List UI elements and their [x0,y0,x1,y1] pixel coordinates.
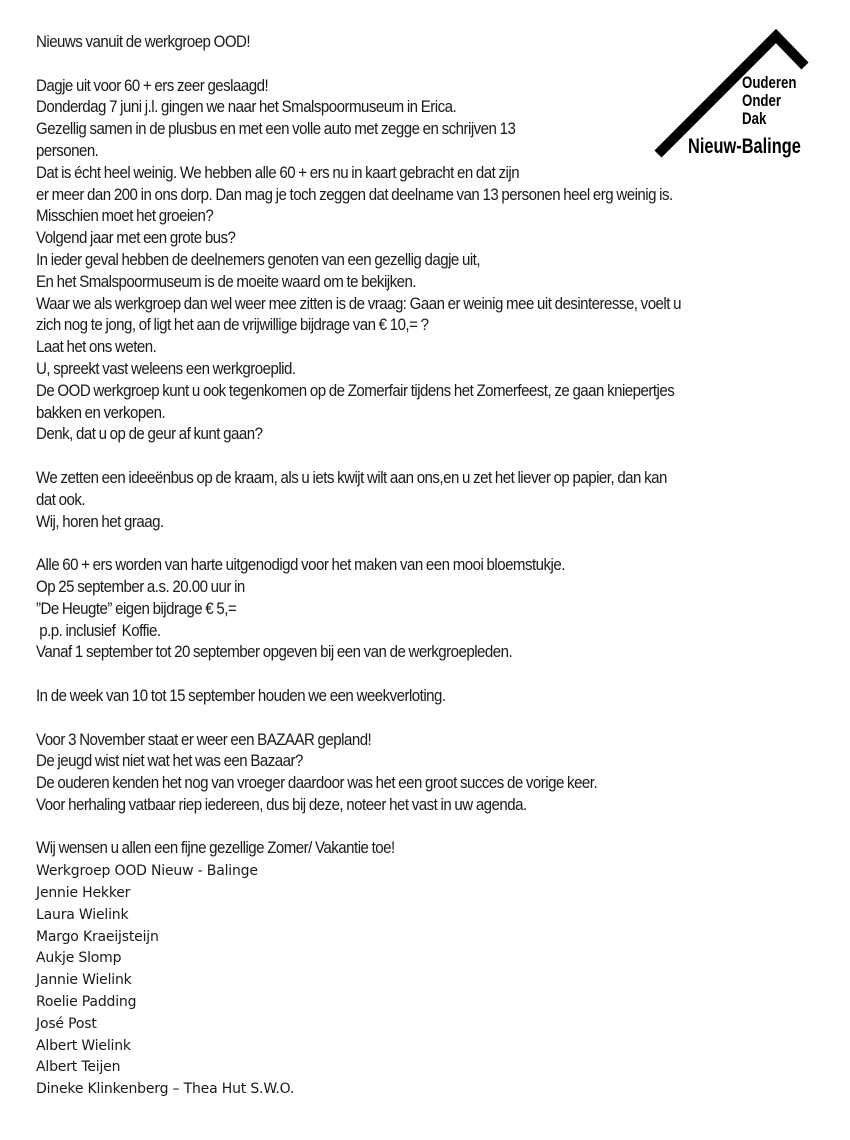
signature-block [36,860,826,1100]
text-line: We zetten een ideeënbus op de kraam, als u iets kwijt wilt aan ons,en u zet het liever op papier, dan kan [36,468,667,487]
paragraph-spacer [36,533,826,555]
text-line: p.p. inclusief Koffie. [36,621,161,640]
text-line: In de week van 10 tot 15 september houden we een weekverloting. [36,686,446,705]
paragraph-spacer [36,708,826,730]
member-name: Laura Wielink [36,905,129,923]
member-name: Jannie Wielink [36,971,132,989]
text-line: Misschien moet het groeien? [36,207,214,226]
text-line: Donderdag 7 juni j.l. gingen we naar het Smalspoormuseum in Erica. [36,98,457,117]
text-line: Volgend jaar met een grote bus? [36,229,236,248]
member-name: Aukje Slomp [36,949,122,967]
logo-line-ouderen: Ouderen [742,73,797,92]
text-line: Alle 60 + ers worden van harte uitgenodigd voor het maken van een mooi bloemstukje. [36,556,565,575]
signature-group-name: Werkgroep OOD Nieuw - Balinge [36,862,258,880]
member-name: Albert Wielink [36,1036,131,1054]
paragraph-spacer [36,54,826,76]
text-line: En het Smalspoormuseum is de moeite waard om te bekijken. [36,272,417,291]
member-name: Albert Teijen [36,1058,121,1076]
text-line: dat ook. [36,490,86,509]
paragraph-spacer [36,817,826,839]
text-line: personen. [36,141,99,160]
text-line: Denk, dat u op de geur af kunt gaan? [36,425,263,444]
member-name: Dineke Klinkenberg – Thea Hut S.W.O. [36,1080,295,1098]
paragraph-spacer [36,446,826,468]
text-line: Voor 3 November staat er weer een BAZAAR gepland! [36,730,372,749]
text-line: ”De Heugte” eigen bijdrage € 5,= [36,599,237,618]
text-line: U, spreekt vast weleens een werkgroeplid. [36,359,296,378]
text-line: zich nog te jong, of ligt het aan de vrijwillige bijdrage van € 10,= ? [36,316,429,335]
text-line: Voor herhaling vatbaar riep iedereen, dus bij deze, noteer het vast in uw agenda. [36,795,527,814]
text-line: er meer dan 200 in ons dorp. Dan mag je toch zeggen dat deelname van 13 personen heel erg weinig is. [36,185,673,204]
section-heading-day-trip: Dagje uit voor 60 + ers zeer geslaagd! [36,76,269,95]
newsletter-page [36,32,826,1100]
text-line: Gezellig samen in de plusbus en met een volle auto met zegge en schrijven 13 [36,120,516,139]
member-name: Margo Kraeijsteijn [36,927,159,945]
logo-line-onder: Onder [742,91,782,110]
text-line: bakken en verkopen. [36,403,166,422]
text-line: Dat is écht heel weinig. We hebben alle 60 + ers nu in kaart gebracht en dat zijn [36,163,520,182]
text-line: Wij, horen het graag. [36,512,164,531]
text-line: In ieder geval hebben de deelnemers genoten van een gezellig dagje uit, [36,250,481,269]
newsletter-title: Nieuws vanuit de werkgroep OOD! [36,33,251,51]
text-line: Op 25 september a.s. 20.00 uur in [36,577,245,596]
text-line: Waar we als werkgroep dan wel weer mee zitten is de vraag: Gaan er weinig mee uit desinteresse, voelt u [36,294,681,313]
member-name: Jennie Hekker [36,884,131,902]
logo-place-name: Nieuw-Balinge [688,135,801,158]
member-name: José Post [36,1014,97,1032]
newsletter-body [36,32,826,860]
text-line: De OOD werkgroep kunt u ook tegenkomen op de Zomerfair tijdens het Zomerfeest, ze gaan kniepertjes [36,381,675,400]
logo-line-dak: Dak [742,109,767,128]
member-name: Roelie Padding [36,993,137,1011]
text-line: De jeugd wist niet wat het was een Bazaar? [36,752,303,771]
closing-greeting: Wij wensen u allen een fijne gezellige Zomer/ Vakantie toe! [36,839,395,858]
paragraph-spacer [36,664,826,686]
text-line: De ouderen kenden het nog van vroeger daardoor was het een groot succes de vorige keer. [36,774,598,793]
text-line: Laat het ons weten. [36,338,157,357]
text-line: Vanaf 1 september tot 20 september opgeven bij een van de werkgroepleden. [36,643,513,662]
